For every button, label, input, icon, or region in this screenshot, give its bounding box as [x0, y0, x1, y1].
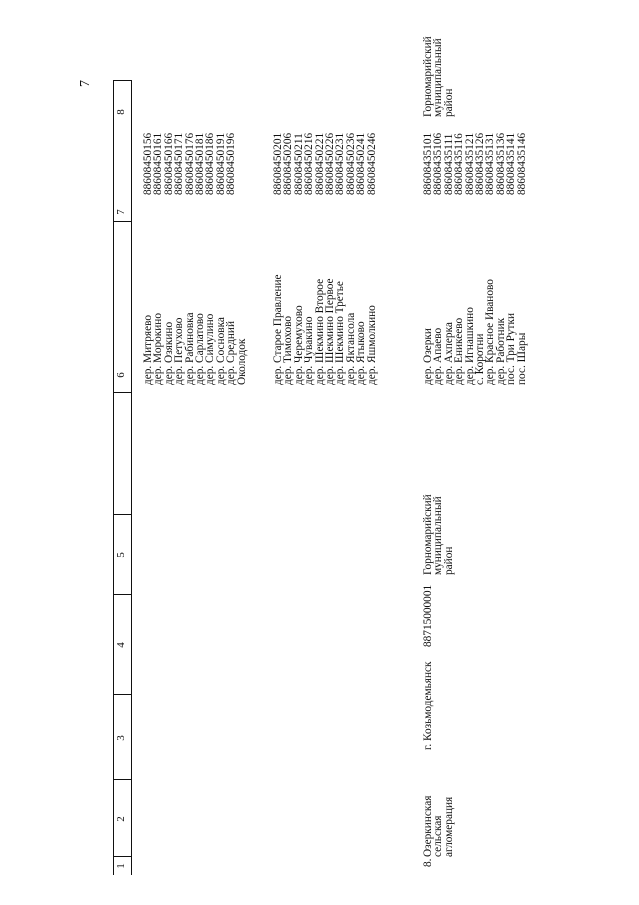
header-bottom-rule — [131, 80, 132, 875]
row-number: 8. — [422, 858, 434, 867]
locality-name: дер. Петухово — [173, 317, 186, 385]
locality-name: пос. Шары — [515, 332, 528, 385]
code-value: 88608450181 — [194, 132, 207, 195]
code-list — [273, 133, 377, 195]
code-value: 88608435126 — [474, 132, 487, 195]
code-value: 88608450211 — [292, 133, 305, 195]
locality-name: дер. Озякино — [162, 321, 175, 385]
locality-name: дер. Средний — [225, 321, 238, 385]
locality-name: дер. Яктансола — [344, 312, 357, 385]
code-value: 88608450156 — [142, 132, 154, 195]
locality-name: дер. Шекмино Первое — [324, 278, 337, 385]
locality-name: дер. Шекмино Второе — [313, 278, 326, 385]
locality-name: дер. Черемухово — [292, 305, 305, 385]
locality-name: дер. Игнашкино — [463, 307, 476, 385]
locality-name: дер. Чувакино — [303, 316, 316, 385]
page-number: 7 — [78, 80, 93, 87]
locality-list — [143, 312, 247, 385]
code-value: 88608435106 — [432, 132, 445, 195]
code-value: 88608450196 — [225, 132, 238, 195]
code-value: 88608435141 — [505, 132, 518, 195]
locality-name: дер. Симулино — [204, 313, 217, 385]
code-value: 88608450186 — [204, 132, 217, 195]
code-list — [143, 133, 237, 195]
locality-name: дер. Сарлатово — [194, 313, 207, 385]
locality-name: дер. Шекмино Третье — [334, 281, 347, 385]
column-number: 3 — [115, 735, 127, 741]
header-top-rule — [113, 80, 114, 875]
header-divider — [113, 779, 131, 780]
header-divider — [113, 392, 131, 393]
code-value: 88608450231 — [334, 132, 347, 195]
locality-name: дер. Красное Иваново — [484, 279, 497, 385]
locality-name: дер. Сосновка — [214, 317, 227, 385]
locality-name: дер. Апаево — [432, 327, 445, 385]
locality-name: дер. Митряево — [142, 315, 154, 385]
code-value: 88608435101 — [422, 132, 434, 195]
header-divider — [113, 80, 131, 81]
locality-name: дер. Ятыково — [355, 321, 368, 385]
code-value: 88608435111 — [442, 133, 455, 195]
code-value: 88608450161 — [152, 132, 165, 195]
locality-name: Околодок — [235, 338, 248, 385]
code-value: 88608450246 — [365, 132, 378, 195]
locality-name: дер. Старое Правление — [272, 274, 284, 385]
locality-name: дер. Озерки — [422, 328, 434, 385]
code-value: 88608435116 — [453, 133, 466, 195]
code-value: 88608450221 — [313, 132, 326, 195]
locality-name: пос. Три Рутки — [505, 312, 518, 385]
code-value: 88608450166 — [162, 132, 175, 195]
locality-name: дер. Яшмолкино — [365, 305, 378, 385]
locality-name: дер. Морокино — [152, 313, 165, 385]
column-number: 5 — [115, 552, 127, 558]
header-divider — [113, 514, 131, 515]
column-number: 2 — [115, 816, 127, 822]
locality-name: дер. Еникеево — [453, 317, 466, 385]
agglomeration-name: Озеркинская сельская агломерация — [422, 795, 455, 857]
code-value: 88608435146 — [515, 132, 528, 195]
code-value: 88608450171 — [173, 132, 186, 195]
oktmo-code: 88715000001 — [422, 584, 434, 647]
locality-name: дер. Работник — [494, 317, 507, 385]
header-divider — [113, 694, 131, 695]
code-value: 88608450176 — [183, 132, 196, 195]
code-value: 88608450216 — [303, 132, 316, 195]
code-value: 88608435131 — [484, 132, 497, 195]
column-number: 8 — [115, 109, 127, 115]
locality-list — [273, 274, 377, 385]
locality-name: дер. Тимохово — [282, 315, 295, 385]
column-number: 1 — [115, 863, 127, 869]
code-value: 88608450241 — [355, 132, 368, 195]
code-value: 88608450226 — [324, 132, 337, 195]
code-value: 88608450206 — [282, 132, 295, 195]
column-number: 4 — [115, 642, 127, 648]
column-number: 7 — [115, 209, 127, 215]
locality-name: дер. Ахперка — [442, 322, 455, 385]
column-number: 6 — [115, 372, 127, 378]
code-value: 88608450236 — [344, 132, 357, 195]
code-value: 88608435136 — [494, 132, 507, 195]
code-list — [423, 133, 527, 195]
code-value: 88608435121 — [463, 132, 476, 195]
code-value: 88608450191 — [214, 132, 227, 195]
district-name: Горномарийский муниципальный район — [422, 494, 455, 575]
locality-name: дер. Рабиновка — [183, 312, 196, 385]
col8-district-name: Горномарийский муниципальный район — [422, 36, 455, 117]
header-divider — [113, 594, 131, 595]
locality-name: с. Коротни — [474, 333, 487, 385]
center-city: г. Козьмодемьянск — [422, 661, 434, 750]
locality-list — [423, 279, 527, 385]
code-value: 88608450201 — [272, 132, 284, 195]
